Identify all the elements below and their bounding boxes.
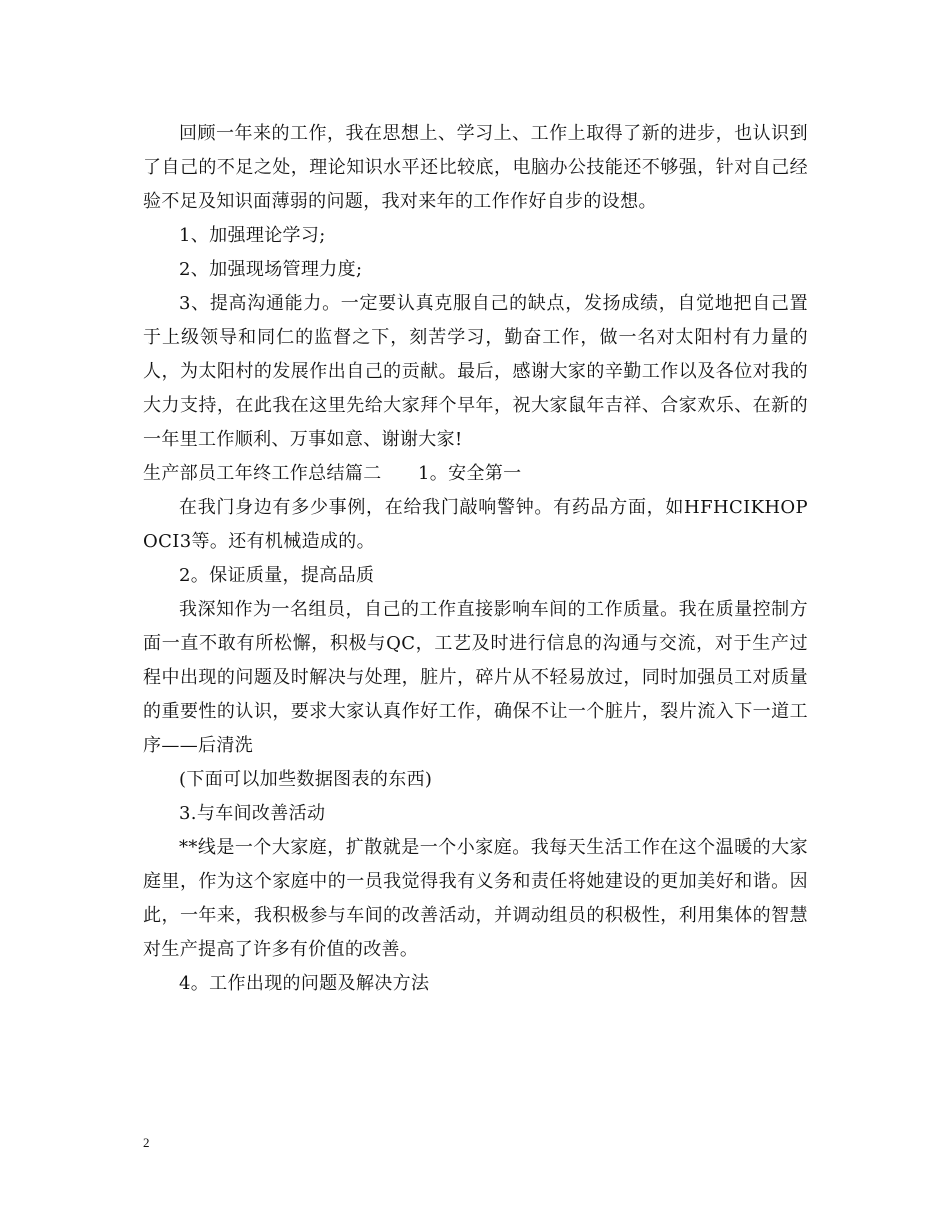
paragraph-quality: 我深知作为一名组员，自己的工作直接影响车间的工作质量。我在质量控制方面一直不敢有所松懈，积极与QC，工艺及时进行信息的沟通与交流，对于生产过程中出现的问题及时解决与处理，脏片，碎片从不轻易放过，同时加强员工对质量的重要性的认识，要求大家认真作好工作，确保不让一个脏片，裂片流入下一道工序——后清洗 (143, 599, 808, 756)
paragraph-safety: 在我门身边有多少事例，在给我门敲响警钟。有药品方面，如HFHCIKHOPOCI3等。还有机械造成的。 (143, 497, 808, 552)
subheading-problems: 4。工作出现的问题及解决方法 (179, 973, 430, 994)
section-heading-part-two: 生产部员工年终工作总结篇二 1。安全第一 (143, 463, 522, 484)
page-number: 2 (143, 1135, 150, 1150)
paragraph-improvement: **线是一个大家庭，扩散就是一个小家庭。我每天生活工作在这个温暖的大家庭里，作为这个家庭中的一员我觉得我有义务和责任将她建设的更加美好和谐。因此，一年来，我积极参与车间的改善活动，并调动组员的积极性，利用集体的智慧对生产提高了许多有价值的改善。 (143, 837, 808, 960)
subheading-improvement: 3.与车间改善活动 (179, 803, 326, 824)
list-item-communication: 3、提高沟通能力。一定要认真克服自己的缺点，发扬成绩，自觉地把自己置于上级领导和同仁的监督之下，刻苦学习，勤奋工作，做一名对太阳村有力量的人，为太阳村的发展作出自己的贡献。最后，感谢大家的辛勤工作以及各位对我的大力支持，在此我在这里先给大家拜个早年，祝大家鼠年吉祥、合家欢乐、在新的一年里工作顺利、万事如意、谢谢大家! (143, 293, 808, 450)
document-body (143, 117, 808, 1001)
list-item-theory-study: 1、加强理论学习; (179, 225, 326, 246)
note-charts: (下面可以加些数据图表的东西) (179, 769, 433, 790)
paragraph-review: 回顾一年来的工作，我在思想上、学习上、工作上取得了新的进步，也认识到了自己的不足之处，理论知识水平还比较底，电脑办公技能还不够强，针对自己经验不足及知识面薄弱的问题，我对来年的工作作好自步的设想。 (143, 123, 808, 212)
list-item-site-management: 2、加强现场管理力度; (179, 259, 363, 280)
subheading-quality: 2。保证质量，提高品质 (179, 565, 375, 586)
